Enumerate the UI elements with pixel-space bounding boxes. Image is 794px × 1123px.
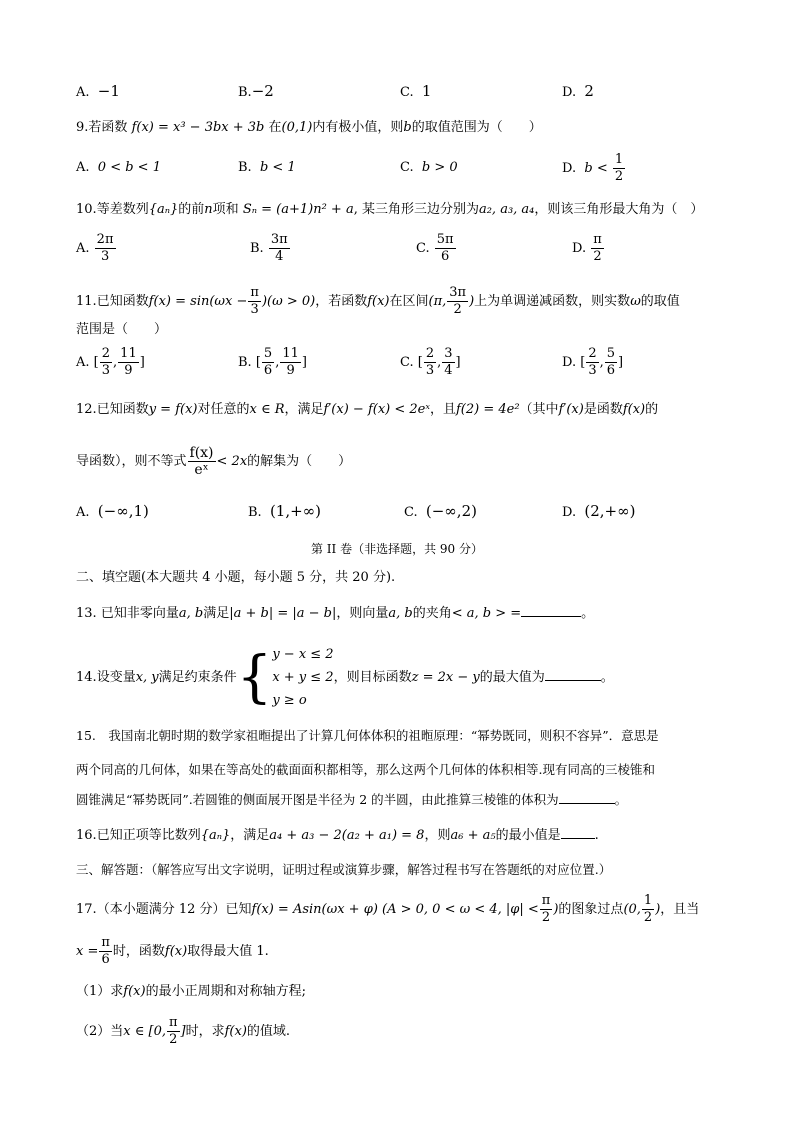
q11-option-c: C. [ $\frac{2}{3}$ , $\frac{3}{4}$ ] [400,346,461,378]
q10-option-b: B. $\frac{3\pi}{4}$ [250,232,288,264]
q11-stem: 11.已知函数f(x) = sin(ωx − $\frac{\pi}{3}$ )(ω > 0)，若函数f(x)在区间(π, $\frac{3\pi}{2}$ )上为单调递减函数，则实数ω的取值 [76,285,680,317]
q8-option-a: A. −1 [76,82,120,100]
q9-option-b: B. b < 1 [238,160,296,175]
q17-stem: 17.（本小题满分 12 分）已知f(x) = Asin(ωx + φ) (A > 0, 0 < ω < 4, |φ| < $\frac{\pi}{2}$ )的图象过点(0, $\frac{1}{2}$ )，且当 [76,893,700,925]
q17-sub1: （1）求f(x)的最小正周期和对称轴方程; [76,984,306,999]
section3-heading: 三、解答题：（解答应写出文字说明，证明过程或演算步骤，解答过程书写在答题纸的对应位置.） [76,862,612,877]
q15-line1: 15. 我国南北朝时期的数学家祖暅提出了计算几何体体积的祖暅原理：“幂势既同，则积不容异”．意思是 [76,728,659,743]
part2-title: 第 II 卷（非选择题，共 90 分） [310,542,483,556]
q11-line2: 范围是（ ） [76,322,168,337]
q9-option-c: C. b > 0 [400,160,458,175]
q12-option-d: D. (2,+∞) [562,502,636,520]
q15-answer-blank[interactable] [559,803,615,804]
q13-stem: 13. 已知非零向量a, b满足|a + b| = |a − b|，则向量a, b的夹角< a, b > = 。 [76,606,595,621]
q12-line2: 导函数），则不等式 $\frac{f(x)}{\text{eˣ}}$ < 2x的解集为（ ） [76,445,352,478]
q10-stem: 10.等差数列{aₙ}的前n项和 Sₙ = (a+1)n² + a, 某三角形三边分别为a₂, a₃, a₄，则该三角形最大角为（ ） [76,202,704,217]
q17-line2: x = $\frac{\pi}{6}$ 时，函数f(x)取得最大值 1. [76,935,269,967]
q17-sub2: （2）当x ∈ [0, $\frac{\pi}{2}$ ]时，求f(x)的值域. [76,1015,291,1047]
q12-option-c: C. (−∞,2) [404,502,477,520]
q13-answer-blank[interactable] [521,616,581,617]
q8-option-b: B.−2 [238,82,274,100]
q11-option-d: D. [ $\frac{2}{3}$ , $\frac{5}{6}$ ] [562,346,624,378]
q11-options [76,346,736,386]
q10-option-d: D. $\frac{\pi}{2}$ [572,232,602,264]
section2-heading: 二、填空题(本大题共 4 小题，每小题 5 分，共 20 分). [76,570,396,585]
q12-option-b: B. (1,+∞) [248,502,322,520]
q16-answer-blank[interactable] [561,838,595,839]
constraint-system: y − x ≤ 2 x + y ≤ 2 y ≥ o [272,647,334,708]
q12-option-a: A. (−∞,1) [76,502,149,520]
q11-option-a: A. [ $\frac{2}{3}$ , $\frac{11}{9}$ ] [76,346,145,378]
q14-answer-blank[interactable] [545,680,601,681]
q10-option-c: C. $\frac{5\pi}{6}$ [416,232,454,264]
q16-stem: 16.已知正项等比数列{aₙ}，满足a₄ + a₃ − 2(a₂ + a₁) = 8，则a₆ + a₅的最小值是 . [76,828,599,843]
q15-line3: 圆锥满足“幂势既同”.若圆锥的侧面展开图是半径为 2 的半圆，由此推算三棱锥的体积为 。 [76,792,628,807]
q9-stem: 9.若函数 f(x) = x³ − 3bx + 3b 在(0,1)内有极小值，则b的取值范围为（ ） [76,120,542,135]
q9-options [76,152,736,192]
q14-stem: 14.设变量x, y满足约束条件{ y − x ≤ 2 x + y ≤ 2 y ≥ o ，则目标函数z = 2x − y的最大值为 。 [76,642,734,714]
q9-option-d: D. b < $\frac{1}{2}$ [562,152,624,184]
q9-option-a: A. 0 < b < 1 [76,160,161,175]
q10-options [76,232,736,272]
q12-stem: 12.已知函数y = f(x)对任意的x ∈ R，满足f′(x) − f(x) < 2eˣ，且f(2) = 4e²（其中f′(x)是函数f(x)的 [76,402,659,417]
q10-option-a: A. $\frac{2\pi}{3}$ [76,232,114,264]
q11-option-b: B. [ $\frac{5}{6}$ , $\frac{11}{9}$ ] [238,346,307,378]
q15-line2: 两个同高的几何体，如果在等高处的截面面积都相等，那么这两个几何体的体积相等.现有同高的三棱锥和 [76,762,655,777]
q12-options [76,502,736,542]
q8-options [76,82,736,122]
q8-option-d: D. 2 [562,82,594,100]
system-brace: { [236,644,273,710]
q8-option-c: C. 1 [400,82,432,100]
